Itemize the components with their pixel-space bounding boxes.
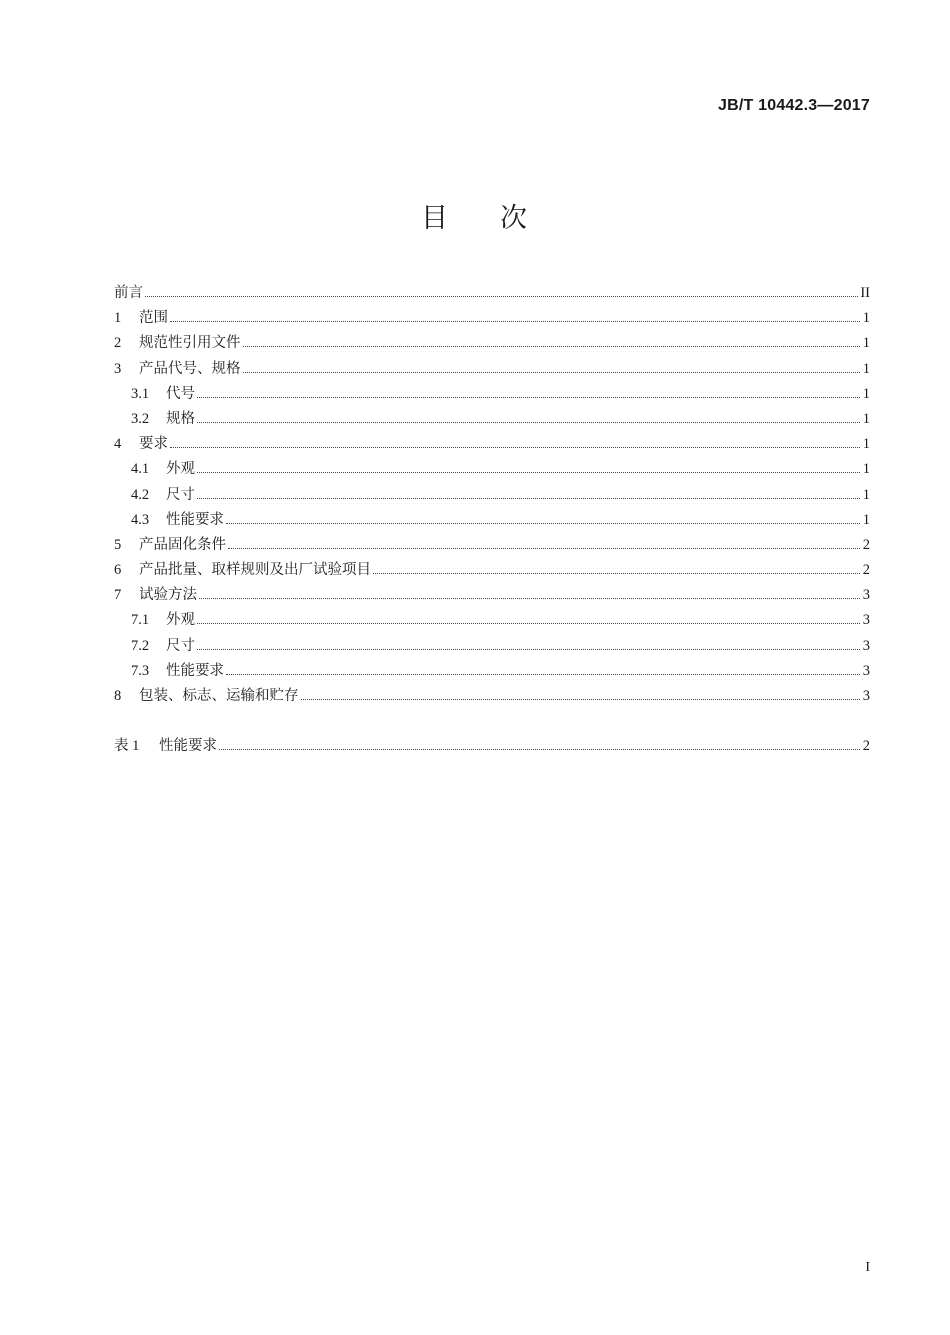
toc-entry-2[interactable] xyxy=(114,331,870,356)
toc-leader xyxy=(197,396,860,398)
toc-entry-page: 3 xyxy=(862,688,870,704)
toc-entry-page: 1 xyxy=(862,335,870,352)
toc-entry-4-2[interactable] xyxy=(114,483,870,508)
toc-leader xyxy=(226,673,860,675)
toc-leader xyxy=(197,648,860,650)
toc-entry-page: 1 xyxy=(862,360,870,377)
toc-leader xyxy=(243,345,861,347)
toc-entry-7-1[interactable] xyxy=(114,608,870,633)
toc-entry-page: 2 xyxy=(862,738,870,755)
toc-entry-label: 代号 xyxy=(166,385,195,402)
toc-entry-label: 产品代号、规格 xyxy=(139,360,241,377)
toc-entry-number: 2 xyxy=(114,335,122,352)
toc-entry-label: 范围 xyxy=(139,310,168,327)
toc-entry-label: 试验方法 xyxy=(139,587,197,604)
page-number: I xyxy=(865,1260,870,1275)
title-char-1: 目 xyxy=(421,203,450,234)
toc-entry-page: 1 xyxy=(862,461,870,478)
toc-entry-number: 4.2 xyxy=(131,486,150,503)
toc-leader xyxy=(197,497,860,499)
toc-entry-page: 1 xyxy=(862,310,870,327)
toc-entry-number: 7.1 xyxy=(131,612,150,629)
toc-entry-page: 1 xyxy=(862,511,870,528)
toc-entry-label: 规范性引用文件 xyxy=(139,335,241,352)
toc-entry-page: 2 xyxy=(862,536,870,553)
toc-leader xyxy=(243,371,861,373)
toc-entry-label: 包装、标志、运输和贮存 xyxy=(139,688,299,704)
toc-entry-label: 性能要求 xyxy=(159,738,217,755)
toc-entry-label: 尺寸 xyxy=(166,486,195,503)
toc-entry-label: 前言 xyxy=(114,285,143,301)
toc-entry-4-3[interactable] xyxy=(114,508,870,533)
toc-entry-number: 8 xyxy=(114,688,122,704)
toc-entry-label: 尺寸 xyxy=(166,637,195,654)
toc-leader xyxy=(228,547,860,549)
toc-leader xyxy=(219,748,860,750)
toc-entry-4[interactable] xyxy=(114,432,870,457)
toc-leader xyxy=(197,421,860,423)
toc-entry-number: 7.2 xyxy=(131,637,150,654)
title-char-2: 次 xyxy=(500,203,529,234)
toc-entry-3-1[interactable] xyxy=(114,382,870,407)
toc-entry-number: 4 xyxy=(114,436,122,453)
toc-leader xyxy=(301,698,861,700)
page-title xyxy=(0,196,950,235)
toc-entry-page: II xyxy=(860,285,870,301)
toc-entry-page: 3 xyxy=(862,637,870,654)
toc-entry-number: 5 xyxy=(114,536,122,553)
toc-entry-number: 7.3 xyxy=(131,662,150,679)
toc-entry-number: 1 xyxy=(114,310,122,327)
toc-entry-page: 1 xyxy=(862,436,870,453)
toc-entry-3-2[interactable] xyxy=(114,407,870,432)
toc-entry-label: 要求 xyxy=(139,436,168,453)
toc-entry-number: 3.2 xyxy=(131,410,150,427)
toc-entry-label: 产品批量、取样规则及出厂试验项目 xyxy=(139,562,371,579)
toc-entry-7-2[interactable] xyxy=(114,634,870,659)
toc-entry-page: 1 xyxy=(862,385,870,402)
toc-entry-label: 性能要求 xyxy=(166,511,224,528)
toc-entry-label: 产品固化条件 xyxy=(139,536,226,553)
toc-entry-label: 性能要求 xyxy=(166,662,224,679)
toc-entry-7[interactable] xyxy=(114,583,870,608)
toc-entry-number: 表 1 xyxy=(114,738,140,755)
toc-entry-page: 1 xyxy=(862,410,870,427)
toc-leader xyxy=(197,622,860,624)
toc-entry-page: 3 xyxy=(862,612,870,629)
toc-entry-number: 7 xyxy=(114,587,122,604)
toc-entry-page: 3 xyxy=(862,587,870,604)
toc-entry-6[interactable] xyxy=(114,558,870,583)
toc-entry-number: 4.1 xyxy=(131,461,150,478)
toc-entry-number: 3 xyxy=(114,360,122,377)
toc-entry-number: 6 xyxy=(114,562,122,579)
toc-entry-7-3[interactable] xyxy=(114,659,870,684)
toc-entry-label: 外观 xyxy=(166,461,195,478)
table-of-contents xyxy=(114,281,870,759)
toc-entry-label: 外观 xyxy=(166,612,195,629)
toc-leader xyxy=(197,471,860,473)
toc-entry-1[interactable] xyxy=(114,306,870,331)
toc-entry-number: 3.1 xyxy=(131,385,150,402)
toc-entry-3[interactable] xyxy=(114,357,870,382)
toc-entry-page: 1 xyxy=(862,486,870,503)
toc-entry-label: 规格 xyxy=(166,410,195,427)
toc-entry-8[interactable] xyxy=(114,684,870,709)
toc-entry-foreword[interactable] xyxy=(114,281,870,306)
toc-entry-table-1[interactable] xyxy=(114,734,870,759)
toc-entry-number: 4.3 xyxy=(131,511,150,528)
toc-leader xyxy=(170,320,860,322)
toc-entry-page: 2 xyxy=(862,562,870,579)
toc-leader xyxy=(145,295,858,297)
toc-entry-4-1[interactable] xyxy=(114,457,870,482)
toc-leader xyxy=(170,446,860,448)
toc-leader xyxy=(226,522,860,524)
toc-leader xyxy=(199,597,860,599)
toc-leader xyxy=(373,572,860,574)
toc-entry-5[interactable] xyxy=(114,533,870,558)
toc-entry-page: 3 xyxy=(862,662,870,679)
standard-code: JB/T 10442.3—2017 xyxy=(718,97,870,114)
